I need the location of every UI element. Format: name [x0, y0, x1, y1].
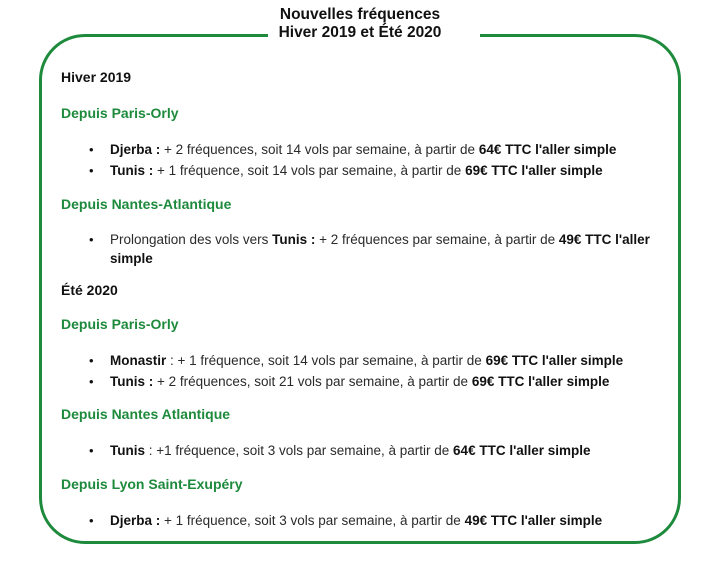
list-item: • Tunis : + 2 fréquences, soit 21 vols par semaine, à partir de 69€ TTC l'aller simple [89, 374, 610, 389]
list-item: • Prolongation des vols vers Tunis : + 2 fréquences par semaine, à partir de 49€ TTC l'aller simple [89, 232, 650, 266]
bullet-icon: • [89, 353, 94, 368]
list-item: • Tunis : +1 fréquence, soit 3 vols par semaine, à partir de 64€ TTC l'aller simple [89, 443, 591, 458]
list-winter-orly [61, 140, 681, 180]
bullet-icon: • [89, 163, 94, 178]
subheading-summer-nantes: Depuis Nantes Atlantique [61, 406, 231, 422]
bullet-icon: • [89, 513, 94, 528]
subheading-winter-orly: Depuis Paris-Orly [61, 105, 179, 121]
title-line-2: Hiver 2019 et Été 2020 [278, 24, 442, 41]
list-summer-orly [61, 351, 681, 391]
bullet-icon: • [89, 443, 94, 458]
content [61, 68, 681, 530]
list-summer-nantes [61, 441, 681, 460]
page-title [0, 6, 720, 42]
bullet-icon: • [89, 142, 94, 157]
bullet-icon: • [89, 374, 94, 389]
list-item: • Monastir : + 1 fréquence, soit 14 vols par semaine, à partir de 69€ TTC l'aller simple [89, 353, 624, 368]
section-heading-winter: Hiver 2019 [61, 69, 132, 85]
subheading-winter-nantes: Depuis Nantes-Atlantique [61, 196, 232, 212]
section-heading-summer: Été 2020 [61, 282, 118, 298]
list-item: • Tunis : + 1 fréquence, soit 14 vols par semaine, à partir de 69€ TTC l'aller simple [89, 163, 603, 178]
list-item: • Djerba : + 2 fréquences, soit 14 vols par semaine, à partir de 64€ TTC l'aller simple [89, 142, 617, 157]
subheading-summer-lyon: Depuis Lyon Saint-Exupéry [61, 476, 243, 492]
list-summer-lyon [61, 511, 681, 530]
list-winter-nantes [61, 230, 681, 268]
subheading-summer-orly: Depuis Paris-Orly [61, 316, 179, 332]
list-item: • Djerba : + 1 fréquence, soit 3 vols par semaine, à partir de 49€ TTC l'aller simple [89, 513, 603, 528]
title-line-1: Nouvelles fréquences [279, 6, 441, 23]
bullet-icon: • [89, 232, 94, 247]
